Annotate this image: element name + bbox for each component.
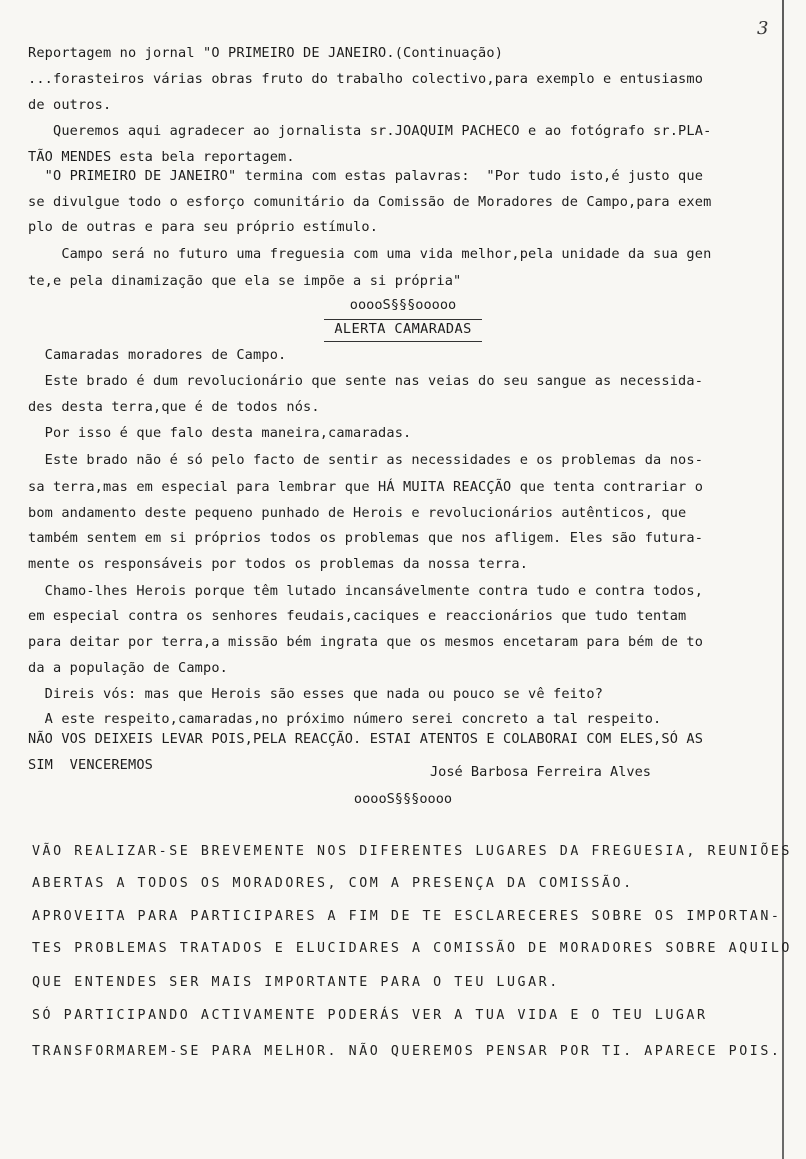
report-line: "O PRIMEIRO DE JANEIRO" termina com estas palavras: "Por tudo isto,é justo que	[28, 168, 704, 184]
body-line: em especial contra os senhores feudais,caciques e reaccionários que tudo tentam	[28, 608, 687, 624]
body-line: bom andamento deste pequeno punhado de Herois e revolucionários autênticos, que	[28, 505, 687, 521]
section-heading: ALERTA CAMARADAS	[324, 319, 481, 342]
report-line: Reportagem no jornal "O PRIMEIRO DE JANEIRO.(Continuação)	[28, 45, 504, 61]
body-line: mente os responsáveis por todos os problemas da nossa terra.	[28, 556, 529, 572]
body-line: A este respeito,camaradas,no próximo número serei concreto a tal respeito.	[28, 711, 662, 727]
report-line: TÃO MENDES esta bela reportagem.	[28, 149, 295, 165]
body-line: Este brado é dum revolucionário que sente nas veias do seu sangue as necessida-	[28, 373, 704, 389]
report-line: de outros.	[28, 97, 112, 113]
body-line: sa terra,mas em especial para lembrar que HÁ MUITA REACÇÃO que tenta contrariar o	[28, 479, 704, 495]
notice-line: TES PROBLEMAS TRATADOS E ELUCIDARES A COMISSÃO DE MORADORES SOBRE AQUILO	[32, 941, 792, 956]
report-line: ...forasteiros várias obras fruto do trabalho colectivo,para exemplo e entusiasmo	[28, 71, 704, 87]
notice-line: TRANSFORMAREM-SE PARA MELHOR. NÃO QUEREMOS PENSAR POR TI. APARECE POIS.	[32, 1044, 782, 1059]
page-edge-shadow	[782, 0, 784, 1159]
report-line: Queremos aqui agradecer ao jornalista sr.JOAQUIM PACHECO e ao fotógrafo sr.PLA-	[28, 123, 712, 139]
body-line: Direis vós: mas que Herois são esses que nada ou pouco se vê feito?	[28, 686, 604, 702]
body-line: NÃO VOS DEIXEIS LEVAR POIS,PELA REACÇÃO. ESTAI ATENTOS E COLABORAI COM ELES,SÓ AS	[28, 731, 704, 747]
body-line: Chamo-lhes Herois porque têm lutado incansávelmente contra tudo e contra todos,	[28, 583, 704, 599]
body-line: também sentem em si próprios todos os problemas que nos afligem. Eles são futura-	[28, 530, 704, 546]
report-line: te,e pela dinamização que ela se impõe a si própria"	[28, 273, 462, 289]
report-line: Campo será no futuro uma freguesia com uma vida melhor,pela unidade da sua gen	[28, 246, 712, 262]
body-line: Este brado não é só pelo facto de sentir as necessidades e os problemas da nos-	[28, 452, 704, 468]
body-line: SIM VENCEREMOS	[28, 757, 154, 773]
body-line: Por isso é que falo desta maneira,camaradas.	[28, 425, 412, 441]
section-separator: ooooS§§§ooooo	[349, 297, 457, 313]
body-line: des desta terra,que é de todos nós.	[28, 399, 320, 415]
page-number: 3	[757, 18, 769, 39]
notice-line: ABERTAS A TODOS OS MORADORES, COM A PRESENÇA DA COMISSÃO.	[32, 876, 634, 891]
report-line: se divulgue todo o esforço comunitário da Comissão de Moradores de Campo,para exem	[28, 194, 712, 210]
notice-line: QUE ENTENDES SER MAIS IMPORTANTE PARA O TEU LUGAR.	[32, 975, 560, 990]
body-line: Camaradas moradores de Campo.	[28, 347, 287, 363]
author-signature: José Barbosa Ferreira Alves	[430, 764, 651, 780]
report-line: plo de outras e para seu próprio estímulo.	[28, 219, 379, 235]
notice-line: APROVEITA PARA PARTICIPARES A FIM DE TE ESCLARECERES SOBRE OS IMPORTAN-	[32, 909, 782, 924]
notice-line: VÃO REALIZAR-SE BREVEMENTE NOS DIFERENTES LUGARES DA FREGUESIA, REUNIÕES	[32, 844, 792, 859]
section-separator: ooooS§§§oooo	[353, 791, 453, 807]
notice-line: SÓ PARTICIPANDO ACTIVAMENTE PODERÁS VER A TUA VIDA E O TEU LUGAR	[32, 1008, 708, 1023]
body-line: da a população de Campo.	[28, 660, 229, 676]
body-line: para deitar por terra,a missão bém ingrata que os mesmos encetaram para bém de to	[28, 634, 704, 650]
